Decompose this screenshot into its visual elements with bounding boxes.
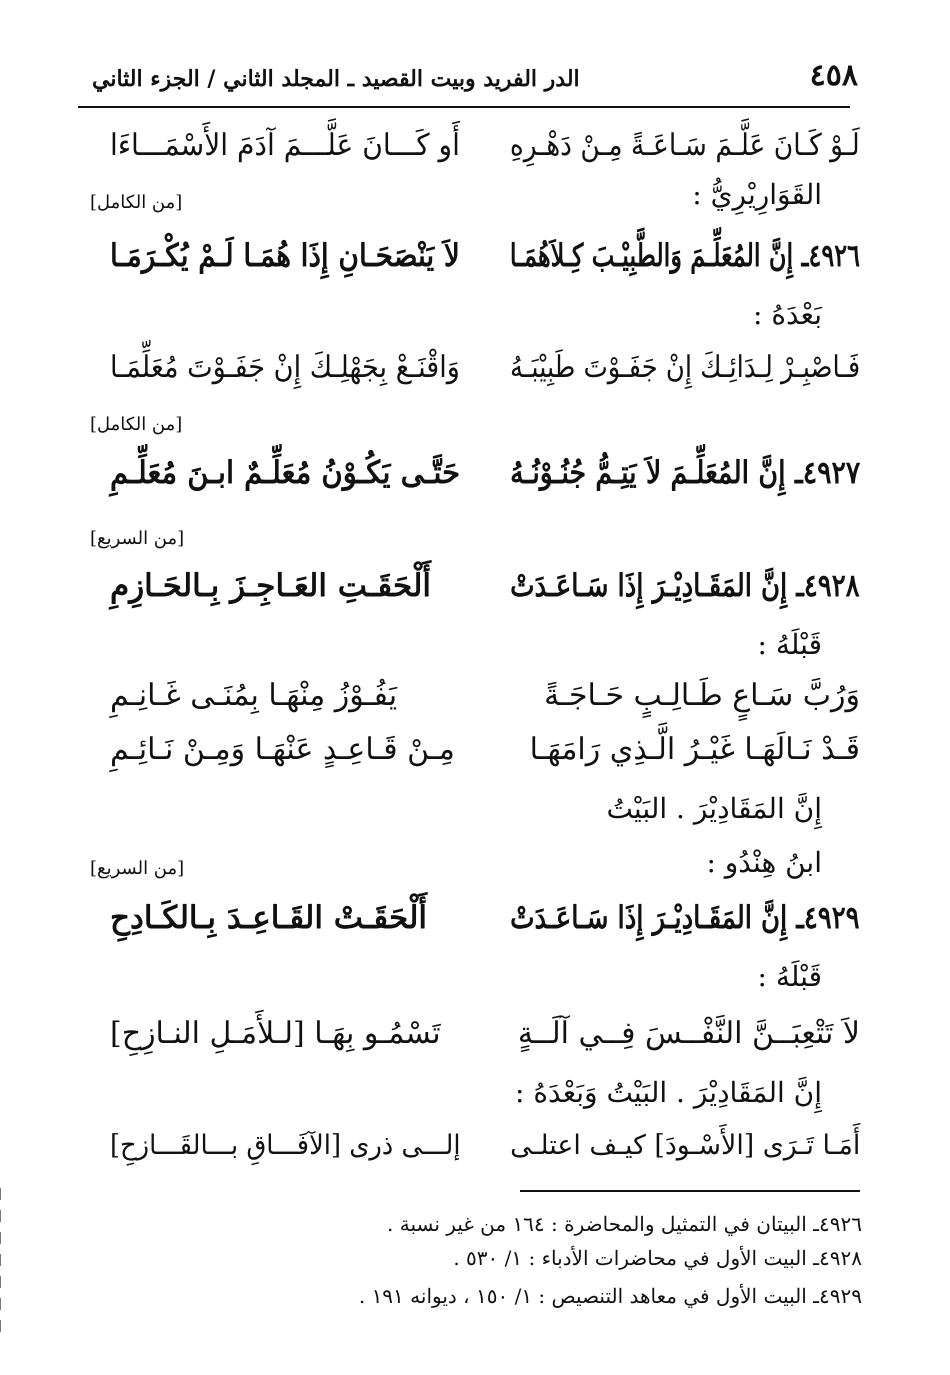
footnote: ٤٩٢٩ـ البيت الأول في معاهد التنصيص : ١/ ١٥٠ ، ديوانه ١٩١ .: [358, 1284, 862, 1308]
second-hemistich: أَلْحَقَـتْ القَـاعِـدَ بِـالكَـادِحِ: [110, 900, 428, 936]
second-hemistich: أَو كَـــانَ عَلَّـــمَ آدَمَ الأَسْمَـــاءَا: [110, 128, 460, 163]
numbered-verse-4928: [90, 568, 860, 618]
second-hemistich: مِـنْ قَـاعِـدٍ عَنْهَـا وَمِـنْ نَـائِـمِ: [110, 732, 455, 767]
second-hemistich: لاَ يَنْصَحَـانِ إِذَا هُمَـا لَـمْ يُكْـرَمَـا: [110, 238, 460, 274]
poet-attribution: ابنُ هِنْدُو :: [706, 846, 822, 879]
second-hemistich: يَفُـوْزُ مِنْهَـا بِمُنَـى غَـانِـمِ: [110, 678, 398, 713]
first-hemistich: فَـاصْبِـرْ لِـدَائِـكَ إِنْ جَفَـوْتَ طَبِيْبَـهُ: [509, 350, 860, 385]
note-before: قَبْلَهُ :: [757, 960, 822, 993]
note-before: قَبْلَهُ :: [757, 628, 822, 661]
first-hemistich: ٤٩٢٩ـ إِنَّ المَقَـادِيْـرَ إِذَا سَـاعَـدَتْ: [510, 900, 860, 936]
verse-line: [90, 1016, 860, 1066]
verse-line: [90, 128, 860, 178]
first-hemistich: ٤٩٢٧ـ إِنَّ المُعَلِّـمَ لاَ يَتِـمُّ جُنُـوْنُـهُ: [509, 455, 860, 491]
running-title: الدر الفريد وبيت القصيد ـ المجلد الثاني / الجزء الثاني: [92, 66, 580, 92]
verse-line: [90, 678, 860, 728]
numbered-verse-4929: [90, 900, 860, 950]
second-hemistich: أَلْحَقَـتِ العَـاجِـزَ بِـالحَـازِمِ: [110, 568, 432, 604]
first-hemistich: لَـوْ كَـانَ عَلَّـمَ سَـاعَـةً مِـنْ دَهْـرِهِ: [510, 128, 860, 163]
first-hemistich: لاَ تَتْعِبَــنَّ النَّفْــسَ فِــي آلَــةٍ: [517, 1016, 860, 1051]
meter-label: [من السريع]: [90, 858, 185, 879]
footnote: ٤٩٢٦ـ البيتان في التمثيل والمحاضرة : ١٦٤ من غير نسبة .: [387, 1212, 862, 1236]
second-hemistich: وَاقْنَـعْ بِجَهْلِـكَ إِنْ جَفَـوْتَ مُعَلِّمَـا: [110, 350, 460, 385]
first-hemistich: ٤٩٢٨ـ إِنَّ المَقَـادِيْـرَ إِذَا سَـاعَـدَتْ: [510, 568, 860, 604]
verse-line: [90, 350, 860, 400]
first-hemistich: ٤٩٢٦ـ إِنَّ المُعَلِّـمَ وَالطَّبِيْـبَ كِـلاَهُمَـا: [509, 238, 860, 274]
second-hemistich: حَتَّـى يَكُـوْنُ مُعَلِّـمٌ ابـنَ مُعَلِّـمِ: [110, 455, 461, 491]
footnote: ٤٩٢٨ـ البيت الأول في محاضرات الأدباء : ١/ ٥٣٠ .: [453, 1246, 862, 1270]
poet-attribution: القَوَارِيْرِيُّ :: [692, 178, 822, 211]
verse-line: [90, 1130, 860, 1180]
meter-label: [من الكامل]: [90, 192, 183, 213]
meter-label: [من الكامل]: [90, 414, 183, 435]
first-hemistich: قَـدْ نَـالَهَـا غَيْـرُ الَّـذِي رَامَهَـا: [529, 732, 860, 767]
meter-label: [من السريع]: [90, 528, 185, 549]
footnote-rule: [520, 1190, 860, 1192]
numbered-verse-4927: [90, 455, 860, 505]
header-rule: [78, 106, 850, 108]
page-header: [92, 58, 858, 98]
first-hemistich: وَرُبَّ سَـاعٍ طَـالِـبٍ حَـاجَـةً: [544, 678, 860, 713]
first-hemistich: أَمَـا تَـرَى [الأَسْـودَ] كيـف اعتلـى: [509, 1130, 860, 1161]
second-hemistich: تَسْمُـو بِهَـا [لـلأَمَـلِ النـازِحِ]: [110, 1016, 441, 1051]
second-hemistich: إلـــى ذرى [الآفَـــاقِ بـــالقَـــازحِ]: [110, 1130, 461, 1161]
numbered-verse-4926: [90, 238, 860, 288]
note-reference: إِنَّ المَقَادِيْرَ . البَيْتُ: [606, 792, 822, 825]
note-after: بَعْدَهُ :: [752, 298, 822, 331]
page-number: ٤٥٨: [809, 58, 858, 93]
scan-edge-marks: [0, 1188, 2, 1342]
note-reference: إِنَّ المَقَادِيْرَ . البَيْتُ وَبَعْدَهُ :: [515, 1076, 822, 1109]
verse-line: [90, 732, 860, 782]
